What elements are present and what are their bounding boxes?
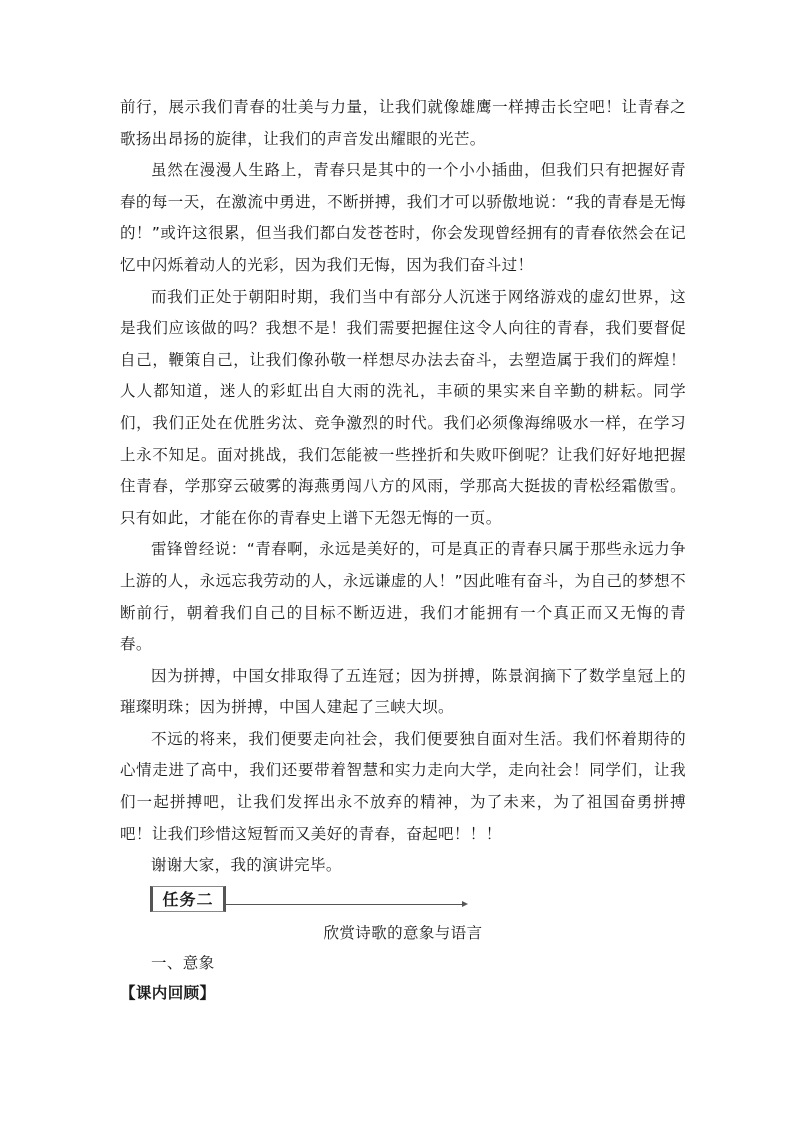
task-label: 任务二 [150,886,226,912]
section-title: 欣赏诗歌的意象与语言 [323,923,483,942]
subheading: 一、意象 [151,953,215,972]
paragraph: 不远的将来，我们便要走向社会，我们便要独自面对生活。我们怀着期待的心情走进了高中，我们还要带着智慧和实力走向大学，走向社会！同学们，让我们一起拼搏吧，让我们发挥出永不放弃的精神，为了未来，为了祖国奋勇拼搏吧！让我们珍惜这短暂而又美好的青春，奋起吧！！！ [120,729,686,843]
task-banner [120,886,686,916]
paragraph: 而我们正处于朝阳时期，我们当中有部分人沉迷于网络游戏的虚幻世界，这是我们应该做的吗？我想不是！我们需要把握住这令人向往的青春，我们要督促自己，鞭策自己，让我们像孙敬一样想尽办法去奋斗，去塑造属于我们的辉煌！人人都知道，迷人的彩虹出自大雨的洗礼，丰硕的果实来自辛勤的耕耘。同学们，我们正处在优胜劣汰、竞争激烈的时代。我们必须像海绵吸水一样，在学习上永不知足。面对挑战，我们怎能被一些挫折和失败吓倒呢？让我们好好地把握住青春，学那穿云破雾的海燕勇闯八方的风雨，学那高大挺拔的青松经霜傲雪。只有如此，才能在你的青春史上谱下无怨无悔的一页。 [120,287,686,527]
paragraph: 虽然在漫漫人生路上，青春只是其中的一个小小插曲，但我们只有把握好青春的每一天，在激流中勇进，不断拼搏，我们才可以骄傲地说：“我的青春是无悔的！”或许这很累，但当我们都白发苍苍时，你会发现曾经拥有的青春依然会在记忆中闪烁着动人的光彩，因为我们无悔，因为我们奋斗过！ [120,161,686,274]
paragraph-continuation: 前行，展示我们青春的壮美与力量，让我们就像雄鹰一样搏击长空吧！让青春之歌扬出昂扬的旋律，让我们的声音发出耀眼的光芒。 [120,98,686,148]
document-page [120,92,686,1008]
paragraph-closing: 谢谢大家，我的演讲完毕。 [151,856,342,875]
arrow-right-icon [462,901,468,907]
bracket-heading: 【课内回顾】 [120,983,216,1002]
paragraph: 雷锋曾经说：“青春啊，永远是美好的，可是真正的青春只属于那些永远力争上游的人，永远忘我劳动的人，永远谦虚的人！”因此唯有奋斗，为自己的梦想不断前行，朝着我们自己的目标不断迈进，我们才能拥有一个真正而又无悔的青春。 [120,540,686,654]
paragraph: 因为拼搏，中国女排取得了五连冠；因为拼搏，陈景润摘下了数学皇冠上的璀璨明珠；因为拼搏，中国人建起了三峡大坝。 [120,666,686,717]
task-divider-line [226,904,464,905]
